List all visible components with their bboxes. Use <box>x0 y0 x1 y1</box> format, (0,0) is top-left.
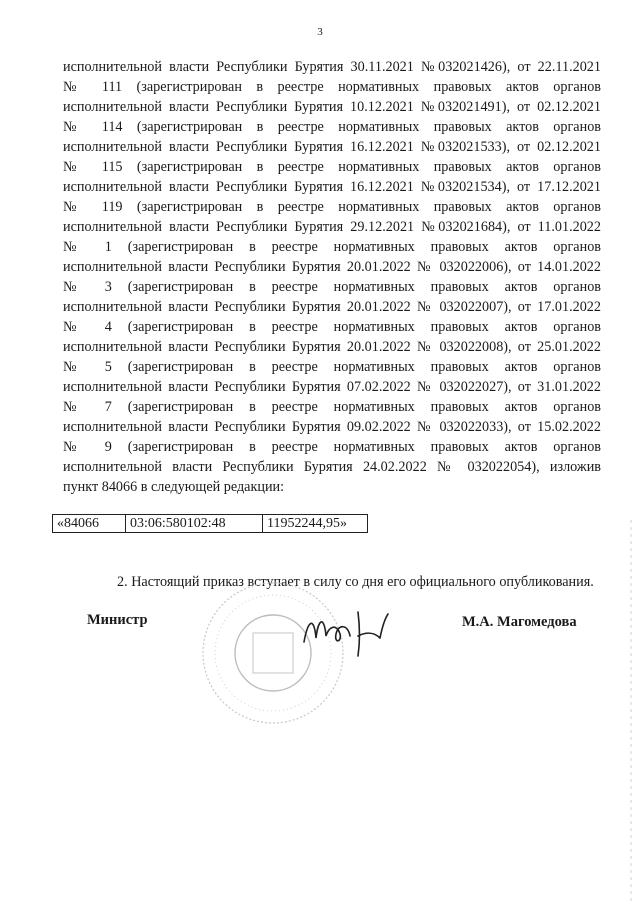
body-line: исполнительной власти Республики Бурятия 29.12.2021 №032021684), от 11.01.2022 <box>63 219 601 235</box>
body-line: исполнительной власти Республики Бурятия 09.02.2022 № 032022033), от 15.02.2022 <box>63 419 601 435</box>
table-row <box>53 515 368 533</box>
body-line: исполнительной власти Республики Бурятия 30.11.2021 №032021426), от 22.11.2021 <box>63 59 601 75</box>
body-line: № 115 (зарегистрирован в реестре нормативных правовых актов органов <box>63 159 601 175</box>
handwritten-signature-icon <box>298 598 393 668</box>
table-cell-cadastral-value: 11952244,95» <box>263 515 368 533</box>
body-line: № 111 (зарегистрирован в реестре нормативных правовых актов органов <box>63 79 601 95</box>
body-line: № 7 (зарегистрирован в реестре нормативных правовых актов органов <box>63 399 601 415</box>
body-line: № 1 (зарегистрирован в реестре нормативных правовых актов органов <box>63 239 601 255</box>
table-cell-item-number: «84066 <box>53 515 126 533</box>
page-number: 3 <box>317 26 323 38</box>
signatory-title: Министр <box>87 612 148 628</box>
body-line: исполнительной власти Республики Бурятия 16.12.2021 №032021534), от 17.12.2021 <box>63 179 601 195</box>
signatory-name: М.А. Магомедова <box>462 614 577 630</box>
body-line: № 5 (зарегистрирован в реестре нормативных правовых актов органов <box>63 359 601 375</box>
body-line: пункт 84066 в следующей редакции: <box>63 479 285 495</box>
paragraph-2: 2. Настоящий приказ вступает в силу со дня его официального опубликования. <box>117 574 594 590</box>
body-line: № 119 (зарегистрирован в реестре нормативных правовых актов органов <box>63 199 601 215</box>
body-line: исполнительной власти Республики Бурятия 20.01.2022 № 032022007), от 17.01.2022 <box>63 299 601 315</box>
table-cell-cadastral-number: 03:06:580102:48 <box>126 515 263 533</box>
parcel-table <box>52 514 368 533</box>
body-line: исполнительной власти Республики Бурятия 10.12.2021 №032021491), от 02.12.2021 <box>63 99 601 115</box>
body-line: № 114 (зарегистрирован в реестре нормативных правовых актов органов <box>63 119 601 135</box>
body-line: № 3 (зарегистрирован в реестре нормативных правовых актов органов <box>63 279 601 295</box>
body-line: исполнительной власти Республики Бурятия 20.01.2022 № 032022006), от 14.01.2022 <box>63 259 601 275</box>
body-line: № 9 (зарегистрирован в реестре нормативных правовых актов органов <box>63 439 601 455</box>
body-line: исполнительной власти Республики Бурятия 20.01.2022 № 032022008), от 25.01.2022 <box>63 339 601 355</box>
body-line: исполнительной власти Республики Бурятия 16.12.2021 №032021533), от 02.12.2021 <box>63 139 601 155</box>
body-line: № 4 (зарегистрирован в реестре нормативных правовых актов органов <box>63 319 601 335</box>
scan-edge-mark <box>624 520 638 905</box>
body-line: исполнительной власти Республики Бурятия 24.02.2022 № 032022054), изложив <box>63 459 601 475</box>
body-line: исполнительной власти Республики Бурятия 07.02.2022 № 032022027), от 31.01.2022 <box>63 379 601 395</box>
